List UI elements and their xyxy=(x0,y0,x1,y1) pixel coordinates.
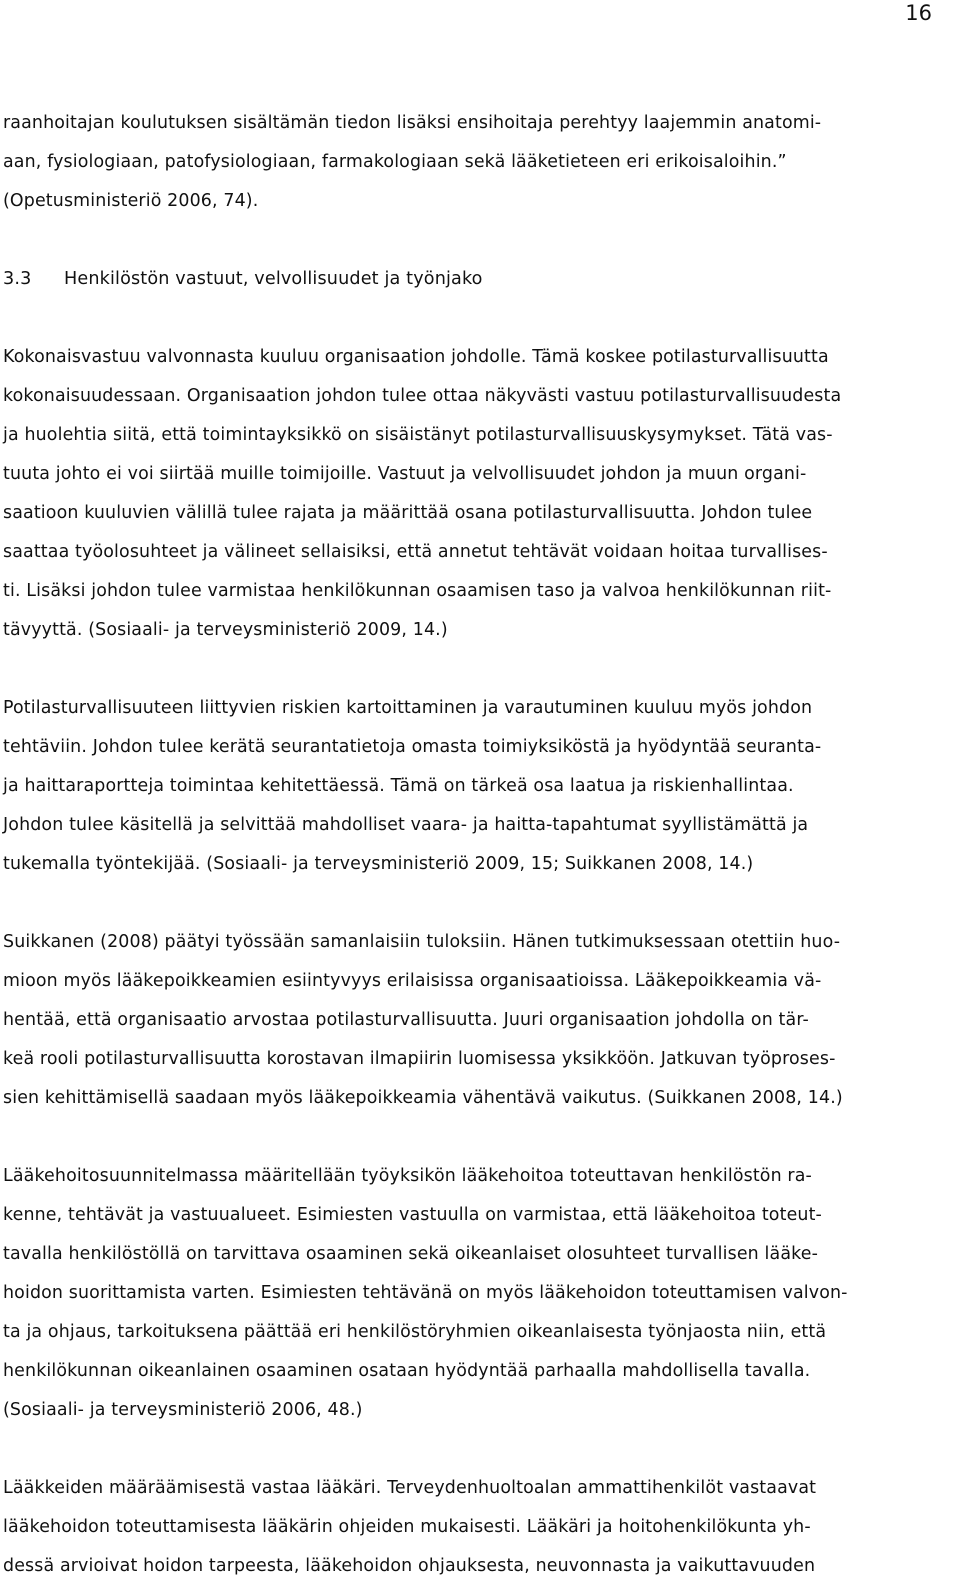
text-line: kokonaisuudessaan. Organisaation johdon tulee ottaa näkyvästi vastuu potilasturvallisuudesta xyxy=(3,386,842,406)
text-line: Suikkanen (2008) päätyi työssään samanlaisiin tuloksiin. Hänen tutkimuksessaan otettiin huo- xyxy=(3,932,841,952)
paragraph-gap xyxy=(3,1430,948,1469)
paragraph-gap xyxy=(3,221,948,260)
text-line: Lääkehoitosuunnitelmassa määritellään työyksikön lääkehoitoa toteuttavan henkilöstön ra- xyxy=(3,1166,812,1186)
section-title: Henkilöstön vastuut, velvollisuudet ja työnjako xyxy=(64,269,483,289)
paragraph-4 xyxy=(3,923,948,1118)
text-line: saattaa työolosuhteet ja välineet sellaisiksi, että annetut tehtävät voidaan hoitaa turvallises- xyxy=(3,542,828,562)
paragraph-5 xyxy=(3,1157,948,1430)
page-number: 16 xyxy=(905,1,932,25)
text-line: keä rooli potilasturvallisuutta korostavan ilmapiirin luomisessa yksikköön. Jatkuvan työproses- xyxy=(3,1049,836,1069)
text-line: Lääkkeiden määräämisestä vastaa lääkäri. Terveydenhuoltoalan ammattihenkilöt vastaavat xyxy=(3,1478,817,1498)
text-line: ja huolehtia siitä, että toimintayksikkö on sisäistänyt potilasturvallisuuskysymykset. Tätä vas- xyxy=(3,425,833,445)
text-line: Kokonaisvastuu valvonnasta kuuluu organisaation johdolle. Tämä koskee potilasturvallisuutta xyxy=(3,347,829,367)
text-line: Potilasturvallisuuteen liittyvien riskien kartoittaminen ja varautuminen kuuluu myös johdon xyxy=(3,698,813,718)
text-line: mioon myös lääkepoikkeamien esiintyvyys erilaisissa organisaatioissa. Lääkepoikkeamia vä- xyxy=(3,971,822,991)
text-line: aan, fysiologiaan, patofysiologiaan, farmakologiaan sekä lääketieteen eri erikoisaloihin.” xyxy=(3,152,787,172)
paragraph-gap xyxy=(3,1118,948,1157)
paragraph-3 xyxy=(3,689,948,884)
text-line: hentää, että organisaatio arvostaa potilasturvallisuutta. Juuri organisaation johdolla on tär- xyxy=(3,1010,809,1030)
paragraph-6 xyxy=(3,1469,948,1586)
text-line: hoidon suorittamista varten. Esimiesten tehtävänä on myös lääkehoidon toteuttamisen valvon- xyxy=(3,1283,848,1303)
text-line: tuuta johto ei voi siirtää muille toimijoille. Vastuut ja velvollisuudet johdon ja muun organi- xyxy=(3,464,807,484)
text-line: tavalla henkilöstöllä on tarvittava osaaminen sekä oikeanlaiset olosuhteet turvallisen lääke- xyxy=(3,1244,819,1264)
text-line: tukemalla työntekijää. (Sosiaali- ja terveysministeriö 2009, 15; Suikkanen 2008, 14.) xyxy=(3,854,754,874)
text-line: sien kehittämisellä saadaan myös lääkepoikkeamia vähentävä vaikutus. (Suikkanen 2008, 14.) xyxy=(3,1088,843,1108)
text-line: Johdon tulee käsitellä ja selvittää mahdolliset vaara- ja haitta-tapahtumat syyllistämättä ja xyxy=(3,815,809,835)
text-line: dessä arvioivat hoidon tarpeesta, lääkehoidon ohjauksesta, neuvonnasta ja vaikuttavuuden xyxy=(3,1556,816,1576)
text-line: tehtäviin. Johdon tulee kerätä seurantatietoja omasta toimiyksiköstä ja hyödyntää seuranta- xyxy=(3,737,822,757)
text-line: henkilökunnan oikeanlainen osaaminen osataan hyödyntää parhaalla mahdollisella tavalla. xyxy=(3,1361,811,1381)
text-line: saatioon kuuluvien välillä tulee rajata ja määrittää osana potilasturvallisuutta. Johdon tulee xyxy=(3,503,813,523)
text-line: (Sosiaali- ja terveysministeriö 2006, 48.) xyxy=(3,1400,363,1420)
text-line: ja haittaraportteja toimintaa kehitettäessä. Tämä on tärkeä osa laatua ja riskienhallintaa. xyxy=(3,776,794,796)
paragraph-gap xyxy=(3,650,948,689)
text-line: tävyyttä. (Sosiaali- ja terveysministeriö 2009, 14.) xyxy=(3,620,448,640)
text-line: kenne, tehtävät ja vastuualueet. Esimiesten vastuulla on varmistaa, että lääkehoitoa toteut- xyxy=(3,1205,822,1225)
section-heading xyxy=(3,260,948,299)
section-number: 3.3 xyxy=(3,269,32,289)
text-line: lääkehoidon toteuttamisesta lääkärin ohjeiden mukaisesti. Lääkäri ja hoitohenkilökunta yh- xyxy=(3,1517,811,1537)
text-line: ti. Lisäksi johdon tulee varmistaa henkilökunnan osaamisen taso ja valvoa henkilökunnan riit- xyxy=(3,581,832,601)
text-line: ta ja ohjaus, tarkoituksena päättää eri henkilöstöryhmien oikeanlaisesta työnjaosta niin, että xyxy=(3,1322,827,1342)
text-line: raanhoitajan koulutuksen sisältämän tiedon lisäksi ensihoitaja perehtyy laajemmin anatomi- xyxy=(3,113,822,133)
paragraph-gap xyxy=(3,299,948,338)
paragraph-2 xyxy=(3,338,948,650)
document-body xyxy=(3,104,948,1586)
paragraph-gap xyxy=(3,884,948,923)
text-line: (Opetusministeriö 2006, 74). xyxy=(3,191,259,211)
paragraph-1 xyxy=(3,104,948,221)
